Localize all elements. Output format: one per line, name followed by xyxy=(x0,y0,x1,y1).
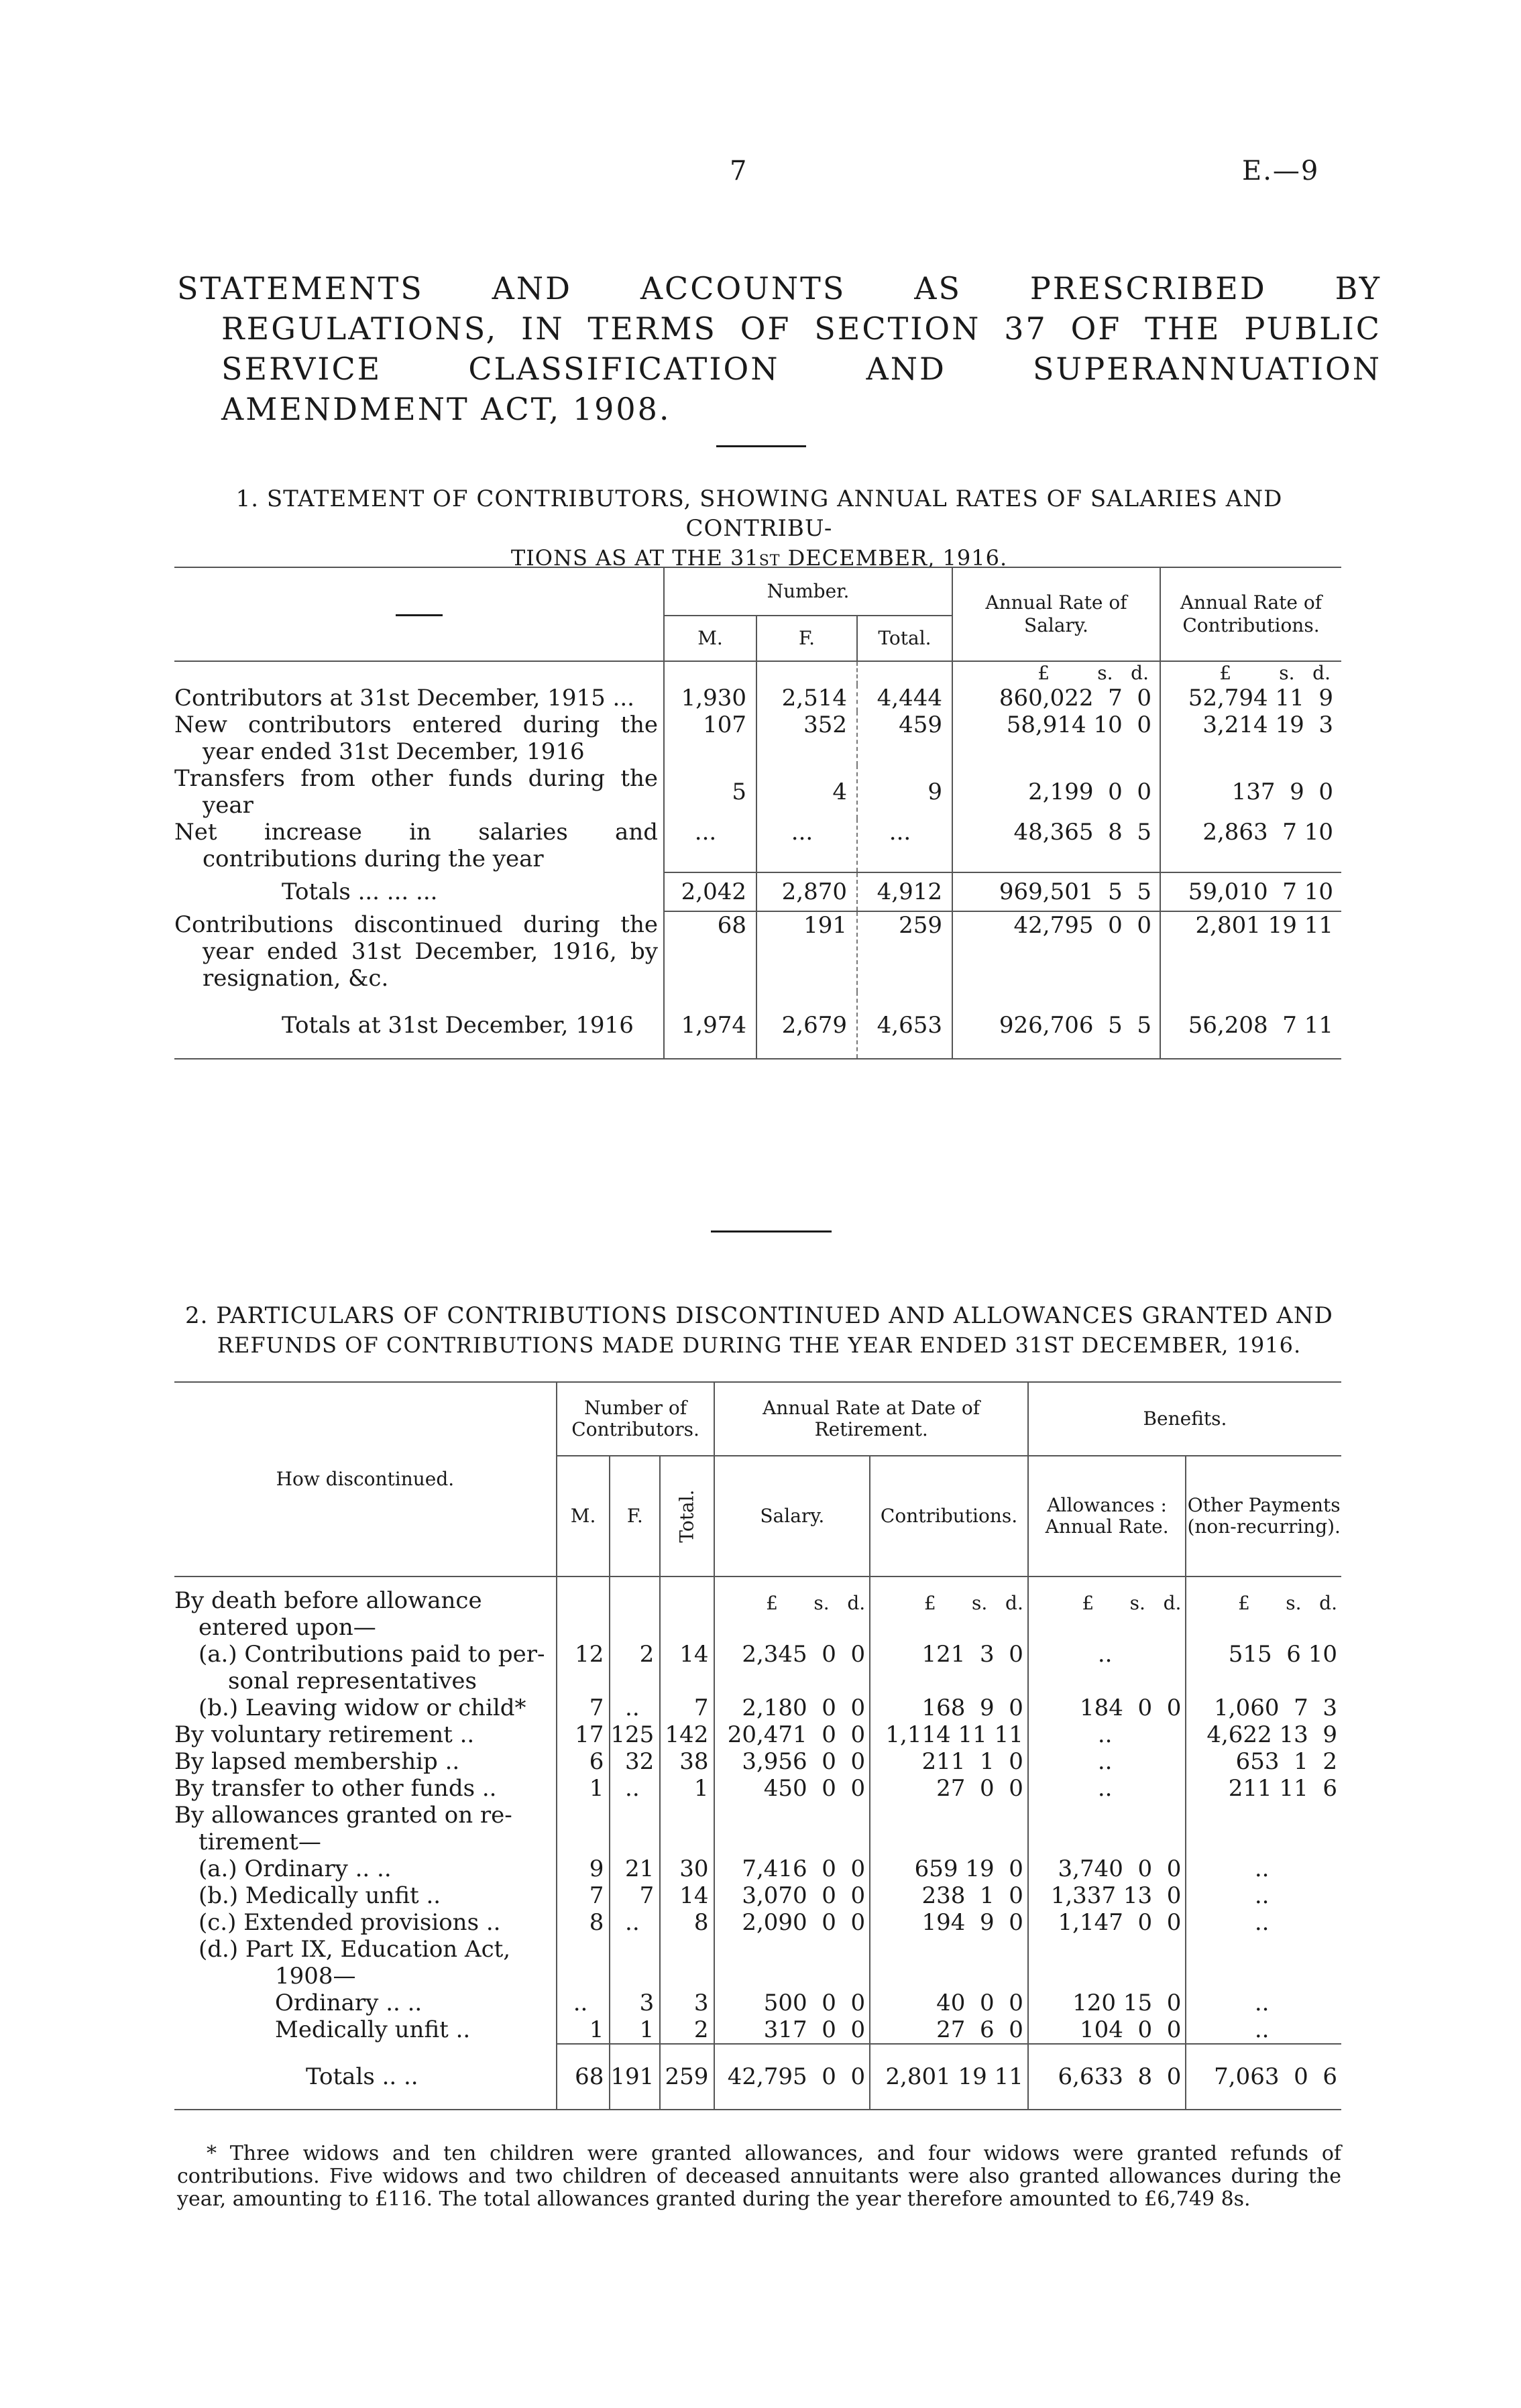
cell-f: 32 xyxy=(610,1748,660,1775)
cell-contrib: 2,801 19 11 xyxy=(870,2044,1028,2110)
row-label: entered upon— xyxy=(199,1614,376,1641)
unit-salary: £ s. d. xyxy=(714,1576,870,1614)
table-row xyxy=(174,1802,1341,1829)
cell-salary: 317 0 0 xyxy=(714,2016,870,2044)
cell-salary: 58,914 10 0 xyxy=(952,711,1160,765)
cell-f: 2,514 xyxy=(756,685,857,711)
cell-total: ... xyxy=(857,819,952,872)
row-label: (d.) Part IX, Education Act, xyxy=(199,1936,511,1963)
cell-salary: 969,501 5 5 xyxy=(952,872,1160,911)
cell-m: 6 xyxy=(557,1748,610,1775)
cell-m: ... xyxy=(664,819,756,872)
cell-f: 2,679 xyxy=(756,992,857,1059)
cell-other: 515 6 10 xyxy=(1186,1641,1341,1668)
table-row xyxy=(174,1668,1341,1695)
cell-f: 2,870 xyxy=(756,872,857,911)
cell-other: .. xyxy=(1186,1882,1341,1909)
table-row xyxy=(174,1641,1341,1668)
table-row xyxy=(174,1775,1341,1802)
header-annual-rate: Annual Rate at Date of Retirement. xyxy=(714,1382,1027,1456)
cell-other: 653 1 2 xyxy=(1186,1748,1341,1775)
cell-allowance: 6,633 8 0 xyxy=(1028,2044,1186,2110)
cell-f: .. xyxy=(610,1909,660,1936)
cell-allowance: .. xyxy=(1028,1748,1186,1775)
cell-contrib: 238 1 0 xyxy=(870,1882,1028,1909)
cell-contrib: 211 1 0 xyxy=(870,1748,1028,1775)
table-row-totals xyxy=(174,872,1341,911)
cell-other: .. xyxy=(1186,1855,1341,1882)
header-m: M. xyxy=(664,616,756,661)
cell-contrib: 3,214 19 3 xyxy=(1160,711,1341,765)
cell-salary: 48,365 8 5 xyxy=(952,819,1160,872)
unit-other: £ s. d. xyxy=(1186,1576,1341,1614)
cell-m: 7 xyxy=(557,1882,610,1909)
cell-total: 1 xyxy=(660,1775,714,1802)
row-label: Net increase in salaries and contributions during the year xyxy=(174,819,658,872)
row-label: (a.) Ordinary .. .. xyxy=(199,1855,392,1882)
heading-rule xyxy=(716,445,806,447)
table-row xyxy=(174,1882,1341,1909)
cell-allowance: 184 0 0 xyxy=(1028,1695,1186,1721)
cell-contrib: 168 9 0 xyxy=(870,1695,1028,1721)
cell-m: 68 xyxy=(557,2044,610,2110)
cell-contrib: 121 3 0 xyxy=(870,1641,1028,1668)
cell-f: 21 xyxy=(610,1855,660,1882)
table-row-grand-totals xyxy=(174,992,1341,1059)
cell-contrib: 52,794 11 9 xyxy=(1160,685,1341,711)
cell-total: 9 xyxy=(857,765,952,819)
header-m: M. xyxy=(557,1456,610,1576)
cell-salary: 450 0 0 xyxy=(714,1775,870,1802)
unit-allow: £ s. d. xyxy=(1028,1576,1186,1614)
cell-m: 107 xyxy=(664,711,756,765)
row-label: Ordinary .. .. xyxy=(275,1990,422,2016)
section1-title-line1: 1. STATEMENT OF CONTRIBUTORS, SHOWING ANNUAL RATES OF SALARIES AND CONTRIBU- xyxy=(235,485,1283,542)
cell-total: 2 xyxy=(660,2016,714,2044)
header-allowances: Allowances : Annual Rate. xyxy=(1028,1456,1186,1576)
cell-salary: 42,795 0 0 xyxy=(952,911,1160,992)
cell-salary: 860,022 7 0 xyxy=(952,685,1160,711)
cell-allowance: .. xyxy=(1028,1775,1186,1802)
cell-m: 5 xyxy=(664,765,756,819)
table-row xyxy=(174,1909,1341,1936)
row-label: By voluntary retirement .. xyxy=(174,1721,475,1748)
cell-allowance: .. xyxy=(1028,1721,1186,1748)
cell-total: 3 xyxy=(660,1990,714,2016)
cell-m: 1,930 xyxy=(664,685,756,711)
cell-m: .. xyxy=(557,1990,610,2016)
header-total: Total. xyxy=(857,616,952,661)
header-salary: Annual Rate of Salary. xyxy=(952,567,1160,661)
header-salary: Salary. xyxy=(714,1456,870,1576)
table-row xyxy=(174,1614,1341,1641)
cell-total: 7 xyxy=(660,1695,714,1721)
cell-other: 1,060 7 3 xyxy=(1186,1695,1341,1721)
cell-salary: 7,416 0 0 xyxy=(714,1855,870,1882)
row-label: sonal representatives xyxy=(228,1668,477,1695)
cell-m: 2,042 xyxy=(664,872,756,911)
unit-contrib: £ s. d. xyxy=(1160,661,1341,685)
header-other-payments: Other Payments (non-recurring). xyxy=(1186,1456,1341,1576)
row-label: Medically unfit .. xyxy=(275,2016,471,2043)
cell-salary: 926,706 5 5 xyxy=(952,992,1160,1059)
cell-other: 4,622 13 9 xyxy=(1186,1721,1341,1748)
row-label: By death before allowance xyxy=(174,1587,482,1614)
cell-salary: 3,070 0 0 xyxy=(714,1882,870,1909)
cell-salary: 2,345 0 0 xyxy=(714,1641,870,1668)
row-label: Transfers from other funds during the year xyxy=(174,765,658,819)
table-row xyxy=(174,1990,1341,2016)
row-label: New contributors entered during the year ended 31st December, 1916 xyxy=(174,711,658,765)
cell-total: 4,444 xyxy=(857,685,952,711)
table-row xyxy=(174,1721,1341,1748)
cell-other: 211 11 6 xyxy=(1186,1775,1341,1802)
row-label: By allowances granted on re- xyxy=(174,1802,512,1829)
cell-m: 17 xyxy=(557,1721,610,1748)
header-total-label: Total. xyxy=(675,1489,698,1543)
table-row xyxy=(174,819,1341,872)
row-label: (c.) Extended provisions .. xyxy=(199,1909,501,1936)
contributors-statement-table xyxy=(174,567,1341,1059)
header-number: Number. xyxy=(664,567,952,616)
cell-f: 4 xyxy=(756,765,857,819)
table-row xyxy=(174,1695,1341,1721)
section2-title-line2: REFUNDS OF CONTRIBUTIONS MADE DURING THE YEAR ENDED 31ST DECEMBER, 1916. xyxy=(217,1332,1302,1358)
page-reference: E.—9 xyxy=(1242,156,1320,186)
cell-total: 14 xyxy=(660,1641,714,1668)
cell-salary: 2,180 0 0 xyxy=(714,1695,870,1721)
row-label: Totals .. .. xyxy=(174,2044,557,2110)
page-number: 7 xyxy=(730,156,747,186)
cell-total: 14 xyxy=(660,1882,714,1909)
row-label: Contributors at 31st December, 1915 ... xyxy=(174,685,634,711)
table-row xyxy=(174,911,1341,992)
header-how-discontinued: How discontinued. xyxy=(174,1382,557,1576)
cell-m: 8 xyxy=(557,1909,610,1936)
header-blank xyxy=(174,567,664,661)
cell-total: 38 xyxy=(660,1748,714,1775)
table-row-totals xyxy=(174,2044,1341,2110)
row-label: By transfer to other funds .. xyxy=(174,1775,497,1802)
section2-title-line1: 2. PARTICULARS OF CONTRIBUTIONS DISCONTINUED AND ALLOWANCES GRANTED AND xyxy=(185,1302,1333,1329)
section-divider-rule xyxy=(711,1230,832,1232)
cell-other: 7,063 0 6 xyxy=(1186,2044,1341,2110)
cell-m: 9 xyxy=(557,1855,610,1882)
row-label: tirement— xyxy=(199,1829,321,1855)
row-label: (b.) Medically unfit .. xyxy=(199,1882,441,1909)
cell-contrib: 56,208 7 11 xyxy=(1160,992,1341,1059)
table-row xyxy=(174,1936,1341,1963)
contributions-discontinued-table xyxy=(174,1381,1341,2110)
cell-total: 259 xyxy=(857,911,952,992)
section2-title xyxy=(177,1301,1341,1360)
row-label: Totals at 31st December, 1916 xyxy=(174,992,664,1059)
unit-salary: £ s. d. xyxy=(952,661,1160,685)
cell-contrib: 659 19 0 xyxy=(870,1855,1028,1882)
row-label: By lapsed membership .. xyxy=(174,1748,460,1775)
cell-salary: 20,471 0 0 xyxy=(714,1721,870,1748)
table-row xyxy=(174,1963,1341,1990)
header-contributions: Contributions. xyxy=(870,1456,1028,1576)
cell-f: 1 xyxy=(610,2016,660,2044)
table-row xyxy=(174,765,1341,819)
cell-total: 8 xyxy=(660,1909,714,1936)
cell-salary: 2,199 0 0 xyxy=(952,765,1160,819)
cell-f: 3 xyxy=(610,1990,660,2016)
table-row xyxy=(174,685,1341,711)
row-label: (b.) Leaving widow or child* xyxy=(199,1695,526,1721)
table-row xyxy=(174,1829,1341,1855)
cell-f: 191 xyxy=(610,2044,660,2110)
table-row xyxy=(174,2016,1341,2044)
row-label: Totals ... ... ... xyxy=(282,878,438,905)
cell-f: .. xyxy=(610,1695,660,1721)
cell-allowance: 1,337 13 0 xyxy=(1028,1882,1186,1909)
cell-total: 4,912 xyxy=(857,872,952,911)
cell-other: .. xyxy=(1186,2016,1341,2044)
cell-m: 1,974 xyxy=(664,992,756,1059)
footnote: * Three widows and ten children were granted allowances, and four widows were granted refunds of contributions. Five widows and two children of deceased annuitants were also granted allowances during the year, amounting to £116. The total allowances granted during the year therefore amounted to £6,749 8s. xyxy=(177,2142,1341,2211)
header-dash xyxy=(396,614,443,616)
cell-total: 142 xyxy=(660,1721,714,1748)
cell-contrib: 2,863 7 10 xyxy=(1160,819,1341,872)
cell-total: 30 xyxy=(660,1855,714,1882)
cell-salary: 500 0 0 xyxy=(714,1990,870,2016)
cell-allowance: .. xyxy=(1028,1641,1186,1668)
cell-total: 259 xyxy=(660,2044,714,2110)
cell-salary: 3,956 0 0 xyxy=(714,1748,870,1775)
unit-contrib: £ s. d. xyxy=(870,1576,1028,1614)
header-f: F. xyxy=(756,616,857,661)
cell-contrib: 59,010 7 10 xyxy=(1160,872,1341,911)
header-contributions: Annual Rate of Contributions. xyxy=(1160,567,1341,661)
row-label: 1908— xyxy=(275,1963,356,1990)
cell-salary: 2,090 0 0 xyxy=(714,1909,870,1936)
table-row xyxy=(174,1576,1341,1614)
cell-m: 68 xyxy=(664,911,756,992)
cell-f: 7 xyxy=(610,1882,660,1909)
table-row xyxy=(174,1748,1341,1775)
cell-f: .. xyxy=(610,1775,660,1802)
cell-f: 352 xyxy=(756,711,857,765)
table-row xyxy=(174,711,1341,765)
cell-contrib: 137 9 0 xyxy=(1160,765,1341,819)
header-benefits: Benefits. xyxy=(1028,1382,1341,1456)
cell-other: .. xyxy=(1186,1909,1341,1936)
header-f: F. xyxy=(610,1456,660,1576)
section1-title-line2: TIONS AS AT THE 31st DECEMBER, 1916. xyxy=(510,545,1008,571)
cell-m: 1 xyxy=(557,1775,610,1802)
cell-f: 2 xyxy=(610,1641,660,1668)
cell-allowance: 104 0 0 xyxy=(1028,2016,1186,2044)
table-row xyxy=(174,1855,1341,1882)
cell-m: 7 xyxy=(557,1695,610,1721)
row-label: (a.) Contributions paid to per- xyxy=(199,1641,545,1668)
cell-allowance: 3,740 0 0 xyxy=(1028,1855,1186,1882)
cell-salary: 42,795 0 0 xyxy=(714,2044,870,2110)
main-heading: STATEMENTS AND ACCOUNTS AS PRESCRIBED BY REGULATIONS, IN TERMS OF SECTION 37 OF THE PUBLIC SERVICE CLASSIFICATION AND SUPERANNUATION AMENDMENT ACT, 1908. xyxy=(177,270,1382,427)
cell-f: ... xyxy=(756,819,857,872)
cell-allowance: 120 15 0 xyxy=(1028,1990,1186,2016)
cell-f: 125 xyxy=(610,1721,660,1748)
cell-other: .. xyxy=(1186,1990,1341,2016)
cell-contrib: 1,114 11 11 xyxy=(870,1721,1028,1748)
cell-contrib: 27 0 0 xyxy=(870,1775,1028,1802)
cell-contrib: 194 9 0 xyxy=(870,1909,1028,1936)
cell-contrib: 27 6 0 xyxy=(870,2016,1028,2044)
cell-contrib: 2,801 19 11 xyxy=(1160,911,1341,992)
section1-title xyxy=(177,484,1341,573)
cell-f: 191 xyxy=(756,911,857,992)
header-total xyxy=(660,1456,714,1576)
cell-m: 12 xyxy=(557,1641,610,1668)
cell-total: 459 xyxy=(857,711,952,765)
cell-total: 4,653 xyxy=(857,992,952,1059)
header-number-contributors: Number of Contributors. xyxy=(557,1382,715,1456)
cell-contrib: 40 0 0 xyxy=(870,1990,1028,2016)
cell-allowance: 1,147 0 0 xyxy=(1028,1909,1186,1936)
cell-m: 1 xyxy=(557,2016,610,2044)
row-label: Contributions discontinued during the year ended 31st December, 1916, by resignation, &c. xyxy=(174,911,658,992)
